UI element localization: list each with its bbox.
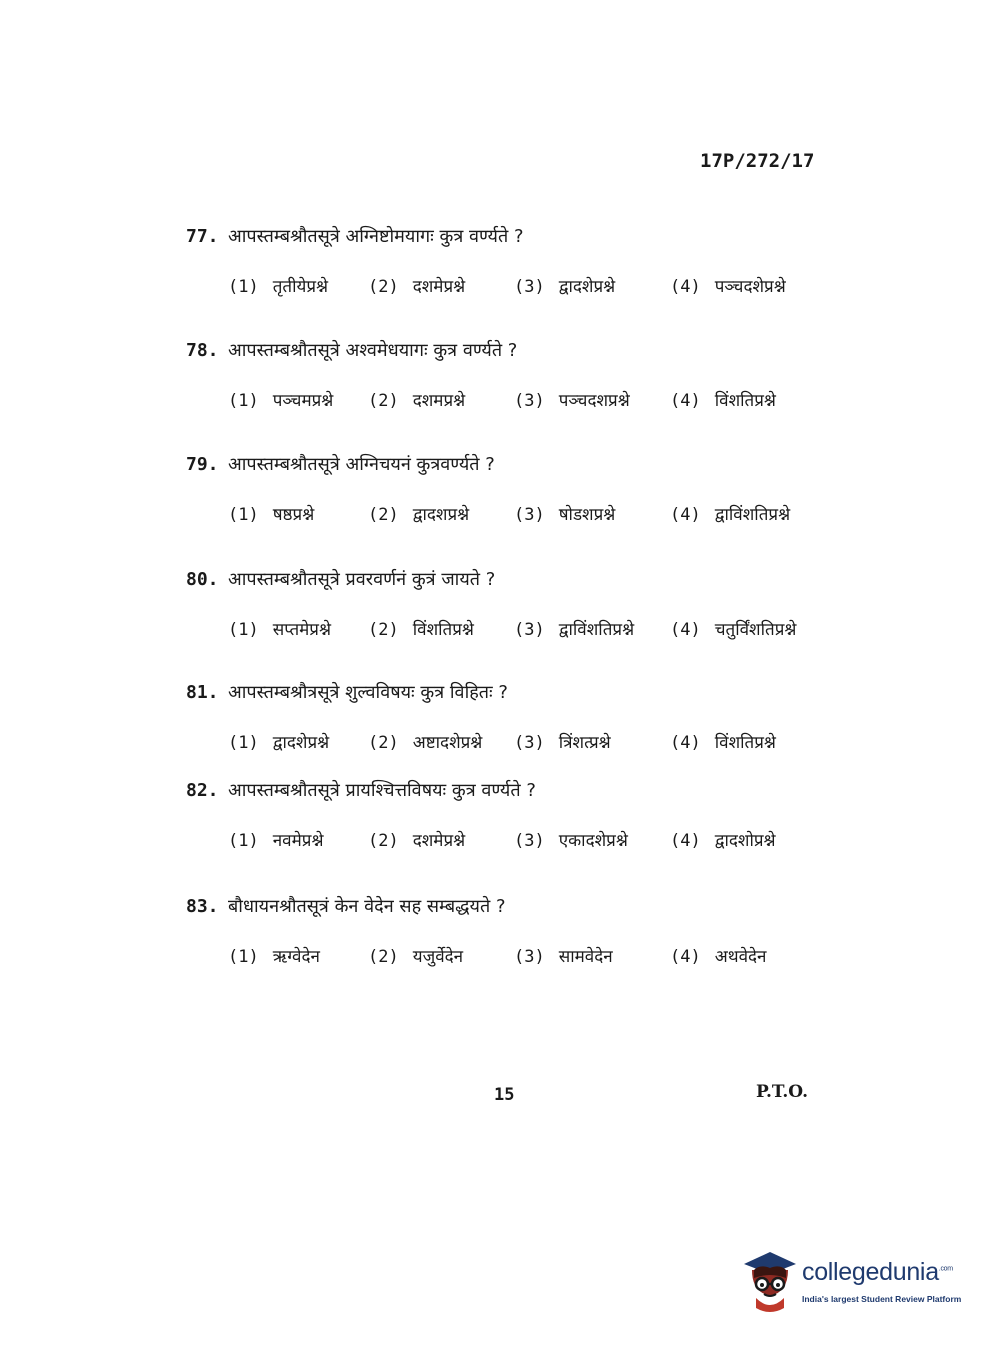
option-number: (2) [368,831,399,851]
question-text: आपस्तम्बश्रौतसूत्रे अग्निचयनं कुत्रवर्ण्यते ? [228,454,495,475]
question-81 [186,680,836,760]
question-number: 80. [186,569,219,590]
option-text: द्वाविंशतिप्रश्ने [714,505,791,525]
option-number: (4) [670,733,701,753]
option-number: (3) [514,391,545,411]
question-number: 77. [186,226,219,247]
option-text: षष्ठप्रश्ने [272,505,315,525]
option-4 [670,730,776,753]
question-line [186,680,836,704]
option-text: द्वादशोप्रश्ने [714,831,776,851]
option-2 [368,274,465,297]
question-number: 82. [186,780,219,801]
option-4 [670,502,790,525]
option-3 [514,617,634,640]
option-number: (4) [670,505,701,525]
question-text: आपस्तम्बश्रौतसूत्रे प्रवरवर्णनं कुत्रं जायते ? [228,569,496,590]
option-4 [670,944,766,967]
option-row [186,274,836,304]
option-text: द्वादशेप्रश्ने [272,733,330,753]
option-number: (4) [670,831,701,851]
collegedunia-watermark [740,1248,970,1318]
option-text: यजुर्वेदेन [412,947,464,967]
option-2 [368,828,465,851]
option-number: (4) [670,277,701,297]
option-number: (2) [368,947,399,967]
option-number: (1) [228,947,259,967]
option-row [186,828,836,858]
question-text: आपस्तम्बश्रौत्रसूत्रे शुल्वविषयः कुत्र विहितः ? [228,682,508,703]
option-number: (3) [514,620,545,640]
option-4 [670,388,776,411]
option-2 [368,944,463,967]
option-text: ऋग्वेदेन [272,947,320,967]
option-2 [368,388,465,411]
option-text: द्वादशेप्रश्ने [558,277,616,297]
option-number: (2) [368,277,399,297]
option-3 [514,502,615,525]
option-text: सामवेदेन [558,947,613,967]
option-text: षोडशप्रश्ने [558,505,616,525]
option-number: (3) [514,831,545,851]
question-line [186,224,836,248]
option-number: (4) [670,620,701,640]
option-text: पञ्चदशप्रश्ने [558,391,630,411]
option-4 [670,274,786,297]
question-text: आपस्तम्बश्रौतसूत्रे अग्निष्टोमयागः कुत्र वर्ण्यते ? [228,226,524,247]
question-number: 78. [186,340,219,361]
option-text: पञ्चदशेप्रश्ने [714,277,786,297]
paper-code: 17P/272/17 [700,150,815,172]
option-text: विंशतिप्रश्ने [412,620,474,640]
question-80 [186,567,836,647]
option-row [186,617,836,647]
option-4 [670,617,796,640]
option-text: तृतीयेप्रश्ने [272,277,329,297]
option-number: (2) [368,620,399,640]
question-77 [186,224,836,304]
option-row [186,502,836,532]
option-text: सप्तमेप्रश्ने [272,620,331,640]
option-number: (3) [514,277,545,297]
option-1 [228,617,331,640]
option-3 [514,828,628,851]
option-number: (2) [368,733,399,753]
option-3 [514,274,615,297]
option-row [186,730,836,760]
option-text: पञ्चमप्रश्ने [272,391,334,411]
option-text: द्वाविंशतिप्रश्ने [558,620,635,640]
option-1 [228,274,328,297]
option-text: एकादशेप्रश्ने [558,831,628,851]
option-number: (2) [368,391,399,411]
option-2 [368,730,482,753]
question-line [186,778,836,802]
student-mascot-icon [740,1250,798,1314]
option-text: दशमेप्रश्ने [412,277,466,297]
option-text: अथवेदेन [714,947,767,967]
option-text: दशमप्रश्ने [412,391,466,411]
option-number: (1) [228,391,259,411]
option-number: (3) [514,947,545,967]
question-number: 81. [186,682,219,703]
option-text: चतुर्विंशतिप्रश्ने [714,620,797,640]
question-text: बौधायनश्रौतसूत्रं केन वेदेन सह सम्बद्धयते ? [228,896,506,917]
question-83 [186,894,836,974]
option-1 [228,730,329,753]
option-text: विंशतिप्रश्ने [714,391,776,411]
option-number: (2) [368,505,399,525]
option-row [186,944,836,974]
question-79 [186,452,836,532]
option-text: दशमेप्रश्ने [412,831,466,851]
brand-name: collegedunia$^{.com}$ [802,1258,953,1286]
option-3 [514,944,613,967]
question-number: 83. [186,896,219,917]
option-4 [670,828,776,851]
option-1 [228,388,333,411]
pto-label: P.T.O. [756,1082,808,1102]
option-2 [368,502,469,525]
option-number: (4) [670,947,701,967]
brand-tagline: India's largest Student Review Platform [802,1294,962,1304]
option-2 [368,617,474,640]
option-text: नवमेप्रश्ने [272,831,324,851]
option-number: (1) [228,277,259,297]
option-3 [514,388,630,411]
option-text: द्वादशप्रश्ने [412,505,470,525]
option-number: (1) [228,733,259,753]
option-row [186,388,836,418]
option-1 [228,828,323,851]
option-text: अष्टादशेप्रश्ने [412,733,483,753]
option-number: (1) [228,505,259,525]
option-number: (4) [670,391,701,411]
question-text: आपस्तम्बश्रौतसूत्रे अश्वमेधयागः कुत्र वर्ण्यते ? [228,340,518,361]
option-text: विंशतिप्रश्ने [714,733,776,753]
question-line [186,567,836,591]
question-line [186,894,836,918]
question-78 [186,338,836,418]
option-text: त्रिंशत्प्रश्ने [558,733,611,753]
option-1 [228,944,320,967]
option-number: (1) [228,620,259,640]
question-line [186,338,836,362]
option-1 [228,502,314,525]
page-number: 15 [494,1085,515,1105]
question-line [186,452,836,476]
option-3 [514,730,611,753]
question-text: आपस्तम्बश्रौतसूत्रे प्रायश्चित्तविषयः कुत्र वर्ण्यते ? [228,780,536,801]
option-number: (3) [514,733,545,753]
question-82 [186,778,836,858]
option-number: (1) [228,831,259,851]
question-number: 79. [186,454,219,475]
option-number: (3) [514,505,545,525]
